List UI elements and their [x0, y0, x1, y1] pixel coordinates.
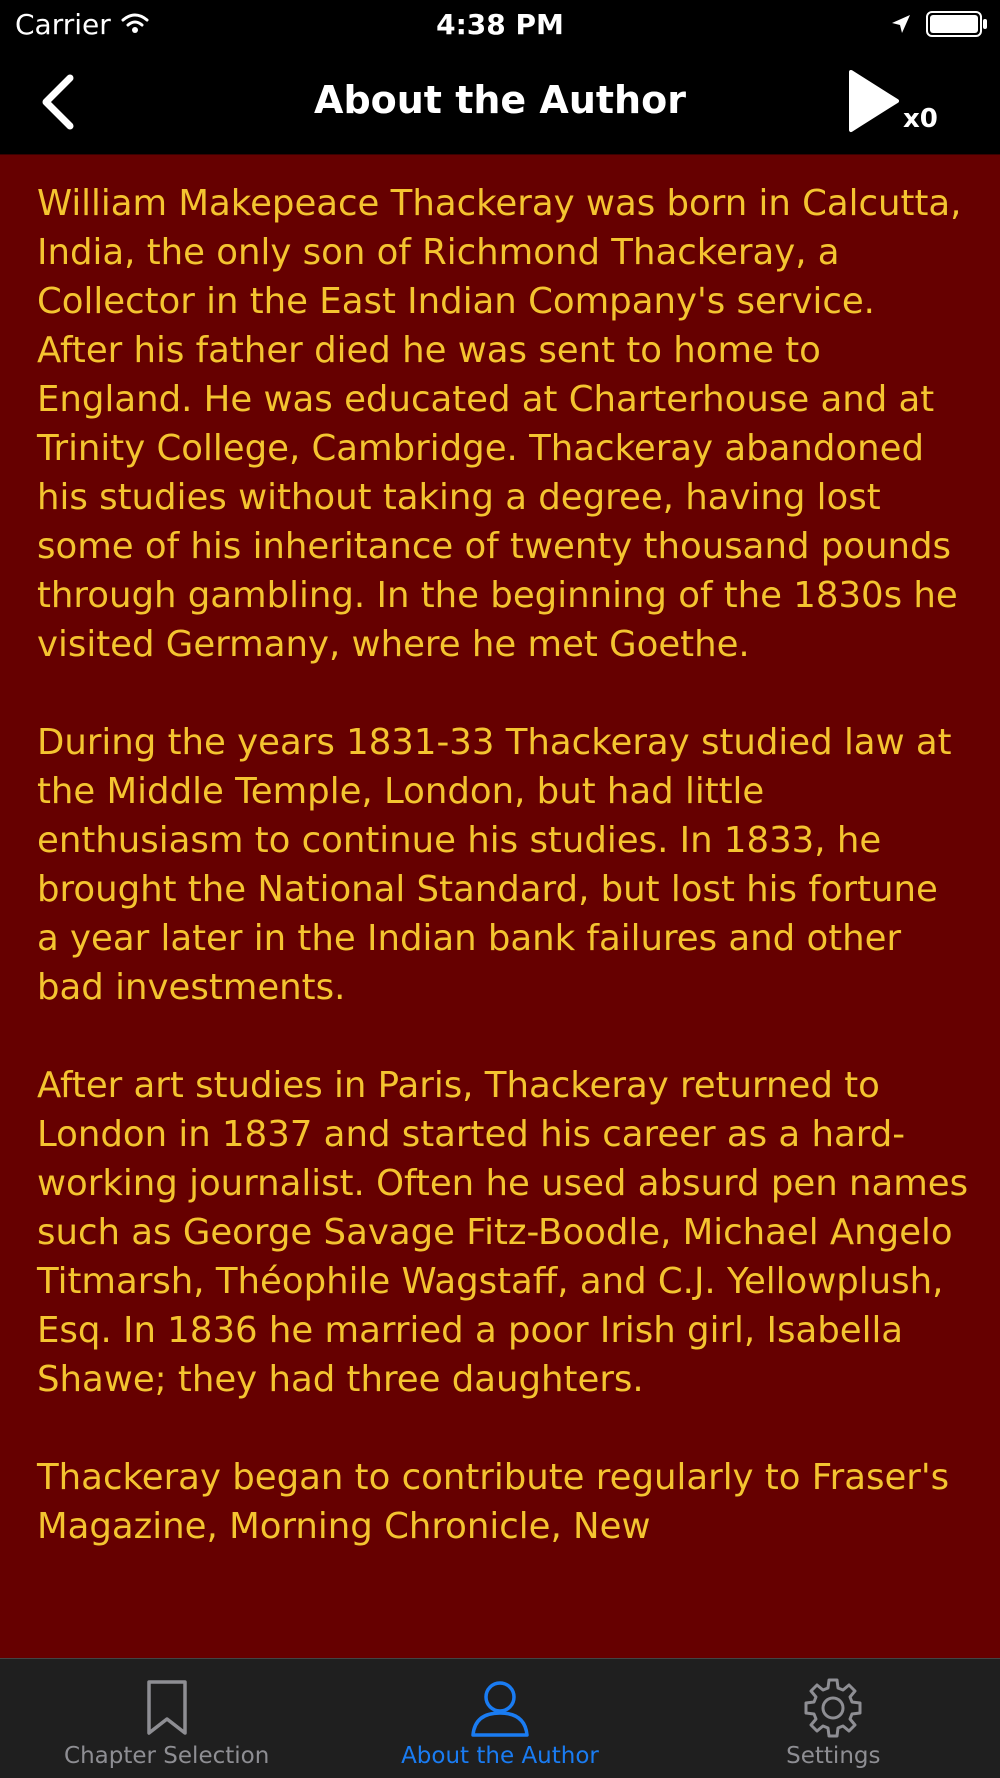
battery-icon: [926, 10, 988, 42]
play-count-label: x0: [903, 104, 938, 134]
gear-icon: [798, 1673, 868, 1743]
tab-label: Chapter Selection: [64, 1743, 270, 1769]
navigation-bar: [0, 50, 1000, 155]
carrier-label: Carrier: [15, 8, 111, 41]
play-icon: [845, 68, 901, 134]
author-bio-text: [0, 155, 1000, 1551]
tab-chapter-selection[interactable]: [0, 1659, 333, 1778]
status-right-group: [890, 10, 988, 42]
tab-label: About the Author: [401, 1743, 599, 1769]
author-bio-scroll-view[interactable]: [0, 155, 1000, 1658]
location-arrow-icon: [890, 13, 912, 39]
tab-settings[interactable]: [667, 1659, 1000, 1778]
bio-paragraph: William Makepeace Thackeray was born in Calcutta, India, the only son of Richmond Thackeray, a Collector in the East Indian Company's service. After his father died he was sent to home to England. He was educated at Charterhouse and at Trinity College, Cambridge. Thackeray abandoned his studies without taking a degree, having lost some of his inheritance of twenty thousand pounds through gambling. In the beginning of the 1830s he visited Germany, where he met Goethe.: [37, 183, 962, 665]
bookmark-icon: [132, 1673, 202, 1743]
tab-bar: [0, 1658, 1000, 1778]
status-time: 4:38 PM: [436, 8, 564, 41]
bio-paragraph: During the years 1831-33 Thackeray studied law at the Middle Temple, London, but had little enthusiasm to continue his studies. In 1833, he brought the National Standard, but lost his fortune a year later in the Indian bank failures and other bad investments.: [37, 722, 952, 1008]
status-bar: [0, 0, 1000, 50]
tab-label: Settings: [786, 1743, 881, 1769]
person-icon: [465, 1673, 535, 1743]
play-button[interactable]: [845, 68, 965, 140]
tab-about-the-author[interactable]: [333, 1659, 666, 1778]
bio-paragraph: Thackeray began to contribute regularly to Fraser's Magazine, Morning Chronicle, New: [37, 1457, 950, 1547]
page-title: About the Author: [314, 78, 686, 122]
bio-paragraph: After art studies in Paris, Thackeray returned to London in 1837 and started his career as a hard-working journalist. Often he used absurd pen names such as George Savage Fitz-Boodle, Michael Angelo Titmarsh, Théophile Wagstaff, and C.J. Yellowplush, Esq. In 1836 he married a poor Irish girl, Isabella Shawe; they had three daughters.: [37, 1065, 969, 1400]
